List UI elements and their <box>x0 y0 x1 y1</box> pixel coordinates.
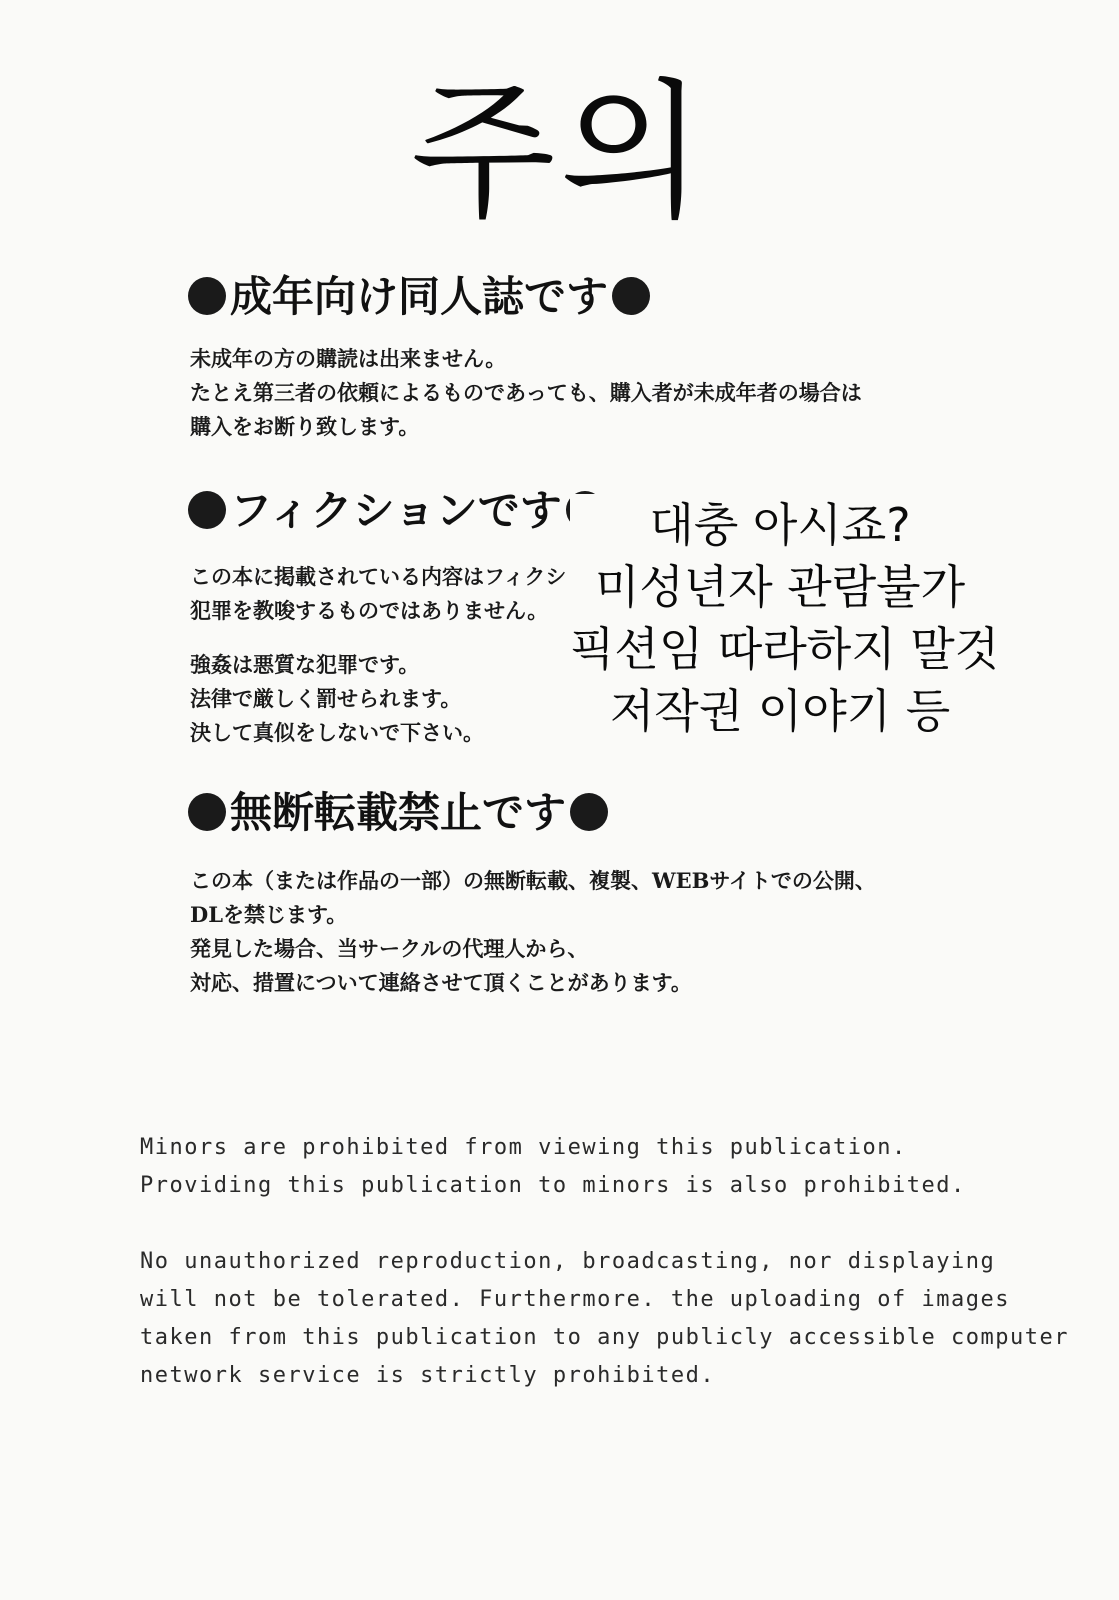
body-line: 対応、措置について連絡させて頂くことがあります。 <box>190 970 692 995</box>
body-line: 犯罪を教唆するものではありません。 <box>190 598 549 623</box>
note-line: 미성년자 관람불가 <box>594 560 966 614</box>
handwritten-translation-note <box>570 494 1000 742</box>
body-line: この本（または作品の一部）の無断転載、複製、WEBサイトでの公開、 <box>190 868 876 893</box>
section-body-fiction-warning <box>190 648 484 750</box>
page-title: 주의 <box>410 66 709 240</box>
bullet-dot-icon <box>612 277 650 315</box>
english-line: Minors are prohibited from viewing this publication. <box>140 1135 907 1160</box>
body-line: 強姦は悪質な犯罪です。 <box>190 652 420 677</box>
section-heading-no-reprint <box>188 788 608 837</box>
bullet-dot-icon <box>188 793 226 831</box>
body-line: たとえ第三者の依頼によるものであっても、購入者が未成年者の場合は <box>190 380 862 405</box>
body-line: DLを禁じます。 <box>190 902 348 927</box>
bullet-dot-icon <box>188 277 226 315</box>
body-line: 法律で厳しく罰せられます。 <box>190 686 462 711</box>
body-line: この本に掲載されている内容はフィクシ <box>190 564 567 589</box>
english-line: No unauthorized reproduction, broadcasting, nor displaying <box>140 1249 996 1274</box>
note-line: 픽션임 따라하지 말것 <box>570 622 1000 676</box>
section-body-adult <box>190 342 862 444</box>
section-heading-text: 無断転載禁止です <box>230 788 567 837</box>
english-line: Providing this publication to minors is also prohibited. <box>140 1173 966 1198</box>
section-heading-fiction <box>188 486 604 535</box>
bullet-dot-icon <box>188 491 226 529</box>
english-notice-minors <box>140 1129 966 1205</box>
english-line: will not be tolerated. Furthermore. the uploading of images <box>140 1287 1010 1312</box>
english-line: taken from this publication to any publicly accessible computer <box>140 1325 1069 1350</box>
note-line: 대충 아시죠? <box>649 498 911 552</box>
body-line: 購入をお断り致します。 <box>190 414 420 439</box>
section-heading-adult <box>188 272 650 321</box>
body-line: 決して真似をしないで下さい。 <box>190 720 484 745</box>
section-body-fiction <box>190 560 566 628</box>
section-body-no-reprint <box>190 864 876 1000</box>
body-line: 発見した場合、当サークルの代理人から、 <box>190 936 589 961</box>
bullet-dot-icon <box>570 793 608 831</box>
english-notice-reproduction <box>140 1243 1069 1395</box>
section-heading-text: フィクションです <box>230 486 562 535</box>
english-line: network service is strictly prohibited. <box>140 1363 716 1388</box>
note-line: 저작권 이야기 등 <box>609 684 951 738</box>
body-line: 未成年の方の購読は出来ません。 <box>190 346 507 371</box>
section-heading-text: 成年向け同人誌です <box>230 272 609 321</box>
